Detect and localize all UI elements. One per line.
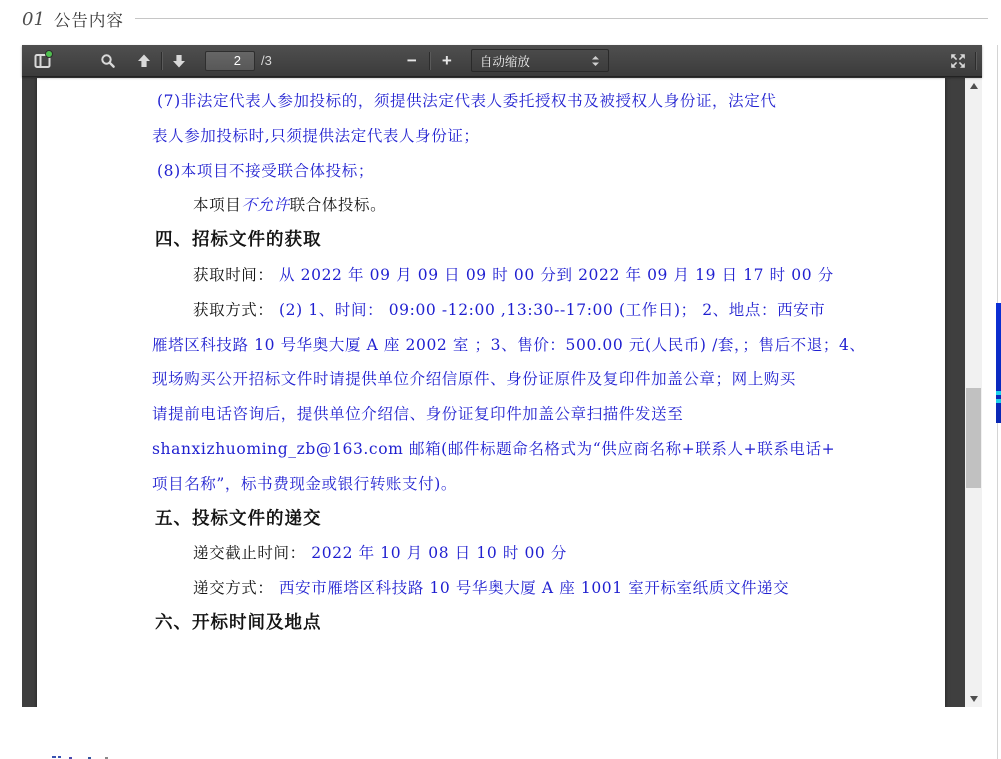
doc-text-segment: 雁塔区科技路 10 号华奥大厦 A 座 2002 室 ；3、售价：500.00 元(人民币) /套，；售后不退；4、: [152, 335, 866, 354]
section-number: 01: [22, 8, 45, 30]
find-button[interactable]: [96, 49, 120, 73]
pdf-page: [37, 78, 945, 707]
floating-widget-partial[interactable]: [996, 303, 1001, 423]
doc-text-segment: 项目名称”，标书费现金或银行转账支付)。: [152, 474, 457, 493]
doc-line: [193, 536, 828, 571]
doc-text-segment: 2022 年 10 月 08 日 10 时 00 分: [311, 544, 568, 563]
doc-line: [193, 258, 834, 293]
toolbar-separator: [161, 52, 162, 70]
zoom-in-button[interactable]: [435, 49, 459, 73]
presentation-mode-button[interactable]: [946, 49, 970, 73]
doc-text-segment: 获取方式：: [193, 300, 280, 319]
doc-line: [152, 397, 828, 432]
doc-text-segment: 表人参加投标时,只须提供法定代表人身份证；: [152, 126, 480, 145]
doc-line: [193, 571, 828, 606]
document-lines: [152, 84, 866, 641]
doc-line: [157, 84, 828, 119]
sidebar-toggle-button[interactable]: [30, 49, 54, 73]
widget-dash: [996, 391, 1001, 395]
select-spinner-icon: [591, 55, 600, 67]
triangle-up-icon: [970, 83, 978, 89]
fullscreen-icon: [950, 53, 966, 69]
doc-text-segment: 联合体投标。: [289, 196, 387, 215]
zoom-select-value: 自动缩放: [479, 54, 530, 69]
section-header: [22, 7, 124, 31]
next-page-button[interactable]: [167, 49, 191, 73]
doc-text-segment: 递交方式：: [193, 579, 280, 598]
doc-text-segment: 四、招标文件的获取: [155, 230, 322, 251]
search-icon: [100, 53, 116, 69]
scroll-down-button[interactable]: [965, 691, 982, 707]
previous-page-button[interactable]: [132, 49, 156, 73]
clipped-text-fragment: [58, 756, 61, 758]
toolbar-separator: [429, 52, 430, 70]
doc-line: [193, 188, 828, 223]
doc-text-segment: 不允许: [241, 196, 290, 215]
section-title: 公告内容: [53, 12, 124, 30]
zoom-level-select[interactable]: [471, 49, 609, 72]
doc-text-segment: shanxizhuoming_zb@163.com 邮箱(邮件标题命名格式为“供应商名称+联系人+联系电话+: [152, 439, 836, 458]
pdf-viewer: [22, 45, 982, 707]
toolbar-separator: [975, 52, 976, 70]
zoom-out-button[interactable]: [400, 49, 424, 73]
doc-text-segment: 六、开标时间及地点: [155, 612, 322, 633]
doc-text-segment: 现场购买公开招标文件时请提供单位介绍信原件、身份证原件及复印件加盖公章；网上购买: [152, 370, 797, 389]
pdf-toolbar: [22, 45, 982, 77]
doc-text-segment: 从 2022 年 09 月 09 日 09 时 00 分到 2022 年 09 月 19 日 17 时 00 分: [279, 265, 834, 284]
minus-icon: −: [406, 51, 417, 70]
doc-heading: [155, 606, 828, 641]
clipped-text-fragment: [52, 756, 56, 758]
doc-line: [152, 467, 828, 502]
doc-text-segment: (2) 1、时间： 09:00 -12:00 ,13:30--17:00 (工作日)； 2、地点：西安市: [279, 300, 826, 319]
doc-text-segment: 西安市雁塔区科技路 10 号华奥大厦 A 座 1001 室开标室纸质文件递交: [279, 579, 790, 598]
doc-line: [152, 328, 866, 363]
doc-line: [157, 154, 828, 189]
header-divider: [135, 18, 988, 19]
triangle-down-icon: [970, 696, 978, 702]
plus-icon: +: [441, 51, 452, 70]
pdf-scrollbar[interactable]: [965, 78, 982, 707]
doc-heading: [155, 502, 828, 537]
page-count-label: /3: [261, 53, 272, 68]
doc-text-segment: 递交截止时间：: [193, 544, 312, 563]
doc-text-segment: 五、投标文件的递交: [155, 508, 322, 529]
widget-dash: [996, 399, 1001, 403]
scrollbar-thumb[interactable]: [966, 388, 981, 488]
doc-heading: [155, 223, 828, 258]
doc-text-segment: (7)非法定代表人参加投标的，须提供法定代表人委托授权书及被授权人身份证，法定代: [157, 92, 777, 110]
doc-text-segment: 请提前电话咨询后，提供单位介绍信、身份证复印件加盖公章扫描件发送至: [152, 405, 684, 424]
scroll-up-button[interactable]: [965, 78, 982, 94]
doc-line: [152, 432, 836, 467]
doc-text-segment: 获取时间：: [193, 265, 280, 284]
doc-line: [152, 119, 828, 154]
previous-page-icon: [136, 53, 152, 69]
next-page-icon: [171, 53, 187, 69]
page-number-input[interactable]: [205, 51, 255, 71]
doc-text-segment: (8)本项目不接受联合体投标；: [157, 161, 374, 180]
notification-dot: [45, 50, 53, 58]
doc-line: [152, 362, 828, 397]
pdf-document-area[interactable]: [22, 78, 982, 707]
doc-line: [193, 293, 828, 328]
doc-text-segment: 本项目: [193, 196, 242, 215]
